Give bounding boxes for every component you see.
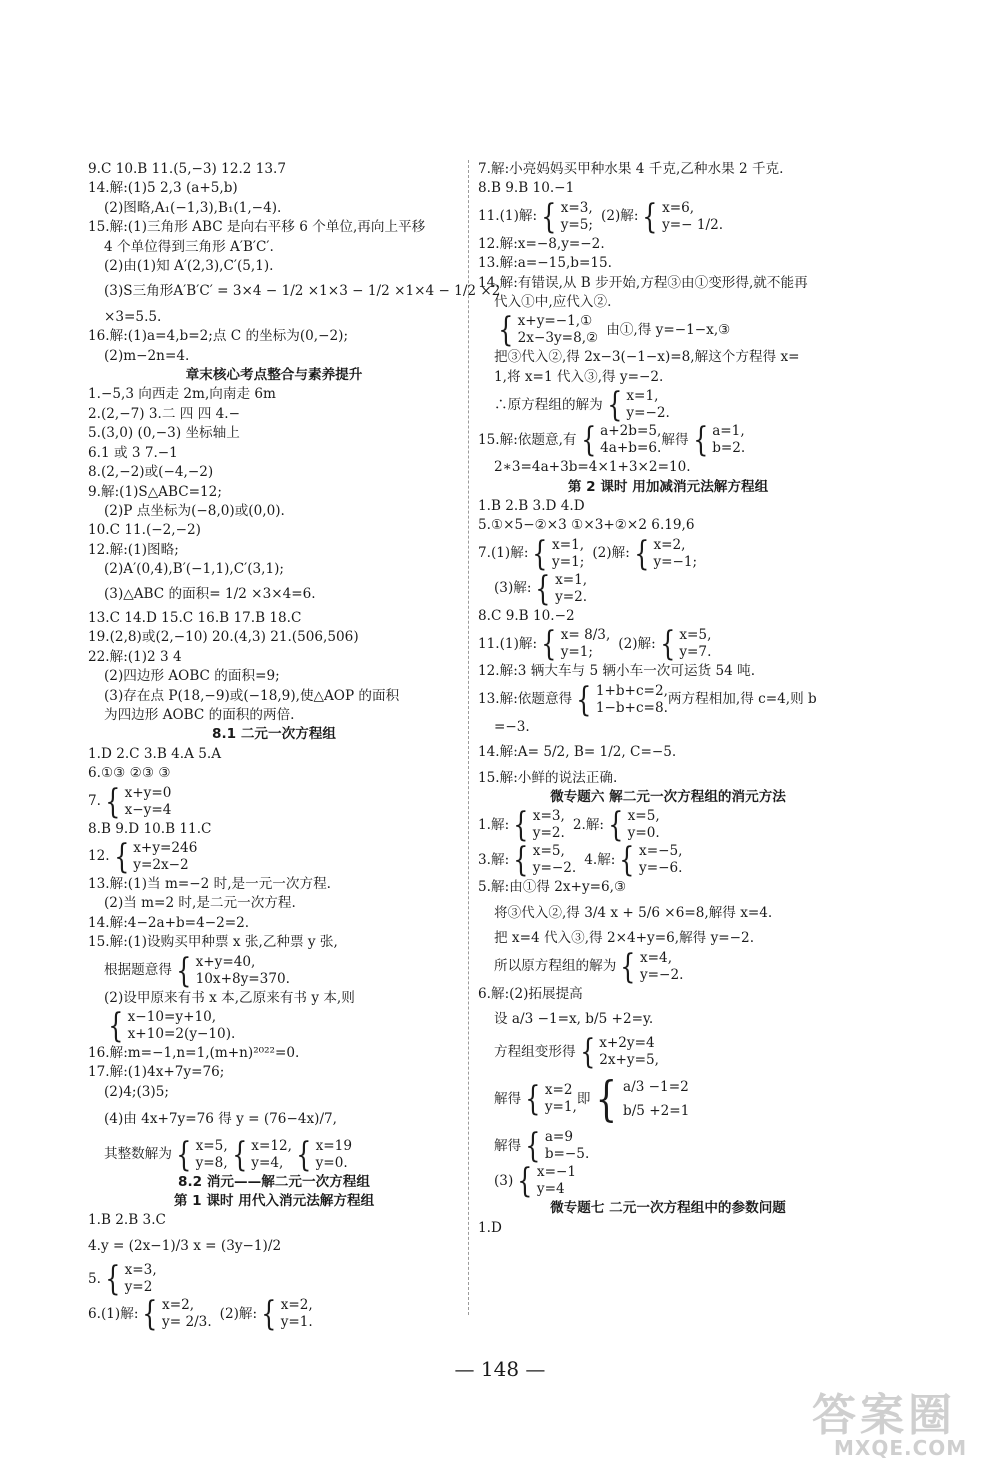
- equation: x=4,: [639, 949, 673, 966]
- brace-icon: {: [642, 196, 658, 237]
- column-divider: [468, 160, 469, 1315]
- equation: a+2b=5,: [600, 423, 662, 440]
- brace-icon: {: [606, 385, 623, 426]
- answer-text: 4.解:: [584, 851, 616, 868]
- equation: y=1;: [560, 644, 594, 661]
- brace-icon: {: [261, 1294, 277, 1335]
- answer-line: 14.解:A= 5/2, B= 1/2, C=−5.: [478, 744, 677, 761]
- answer-line: 19.(2,8)或(2,−10) 20.(4,3) 21.(506,506): [88, 629, 359, 646]
- equation-system: [478, 196, 858, 237]
- equation: y=1.: [280, 1314, 313, 1331]
- brace-icon: {: [596, 1071, 618, 1128]
- answer-line: 4 个单位得到三角形 A′B′C′.: [104, 238, 274, 255]
- answer-text: (2)解:: [592, 545, 630, 562]
- equation-system: [478, 310, 858, 351]
- equation: x+10=2(y−10).: [127, 1026, 236, 1043]
- answer-line: 将③代入②,得 3/4 x + 5/6 ×6=8,解得 x=4.: [494, 904, 773, 921]
- section-heading: 第 1 课时 用代入消元法解方程组: [173, 1193, 375, 1210]
- watermark-logo: [812, 1392, 982, 1460]
- equation-system: [88, 1006, 460, 1047]
- brace-icon: {: [105, 1259, 121, 1300]
- answer-text: 方程组变形得: [494, 1043, 576, 1060]
- answer-text: ∴原方程组的解为: [494, 396, 603, 413]
- answer-line: 8.(2,−2)或(−4,−2): [88, 464, 214, 481]
- answer-line: (2)A′(0,4),B′(−1,1),C′(3,1);: [104, 561, 285, 578]
- equation: y=2: [124, 1279, 153, 1296]
- equation-system: [478, 385, 858, 426]
- equation: x=5,: [627, 808, 660, 825]
- equation-system: [478, 1032, 858, 1073]
- equation-system: 12. { x+y=246 y=2x−2: [88, 837, 198, 877]
- equation: x=1,: [552, 536, 585, 553]
- answer-text: 其整数解为: [104, 1145, 172, 1162]
- answer-line: 12.解:x=−8,y=−2.: [478, 235, 605, 252]
- answer-line: 1.−5,3 向西走 2m,向南走 6m: [88, 386, 276, 403]
- equation: x−10=y+10,: [127, 1009, 217, 1026]
- brace-icon: {: [498, 310, 514, 351]
- answer-line: 13.解:(1)当 m=−2 时,是一元一次方程.: [88, 876, 331, 892]
- answer-line: (2)当 m=2 时,是二元一次方程.: [104, 895, 296, 912]
- answer-line: ×3=5.5.: [104, 308, 162, 325]
- equation: b=−5.: [544, 1146, 590, 1163]
- equation: x=6,: [662, 199, 695, 216]
- brace-icon: {: [608, 805, 624, 846]
- equation: y=7.: [679, 644, 712, 661]
- answer-text: (2)解:: [618, 635, 656, 652]
- answer-text: 解得: [661, 431, 689, 448]
- brace-icon: {: [525, 1079, 541, 1120]
- equation: y=2.: [555, 588, 588, 605]
- equation-system: [478, 1161, 858, 1202]
- answer-text: (2)解:: [219, 1305, 258, 1322]
- equation: y=−2.: [639, 966, 684, 983]
- answer-line: 22.解:(1)2 3 4: [88, 648, 182, 665]
- brace-icon: {: [541, 624, 557, 665]
- answer-line: 为四边形 AOBC 的面积的两倍.: [104, 706, 295, 723]
- equation: x=2,: [280, 1297, 313, 1314]
- section-heading: 微专题六 解二元一次方程组的消元方法: [550, 788, 786, 805]
- answer-line: 6.解:(2)拓展提高: [478, 985, 583, 1002]
- answer-line: 9.C 10.B 11.(5,−3) 12.2 13.7: [88, 161, 287, 177]
- answer-line: (2)设甲原来有书 x 本,乙原来有书 y 本,则: [104, 989, 355, 1006]
- brace-icon: {: [231, 1134, 248, 1175]
- equation: x=5,: [195, 1137, 228, 1154]
- equation-system: [478, 679, 858, 720]
- answer-line: 8.B 9.B 10.−1: [478, 180, 575, 197]
- equation: y=−6.: [639, 860, 683, 877]
- equation: y=−2.: [626, 405, 670, 422]
- brace-icon: {: [576, 679, 592, 720]
- brace-icon: {: [579, 1032, 595, 1073]
- equation: 4a+b=6.: [600, 440, 662, 457]
- answer-line: 7.解:小亮妈妈买甲种水果 4 千克,乙种水果 2 千克.: [478, 161, 784, 177]
- answer-line: 4.y = (2x−1)/3 x = (3y−1)/2: [88, 1237, 282, 1254]
- brace-icon: {: [176, 1134, 192, 1175]
- equation: y=0.: [627, 825, 660, 842]
- equation: x=−1: [536, 1164, 577, 1181]
- answer-line: (3)△ABC 的面积= 1/2 ×3×4=6.: [104, 585, 316, 602]
- equation-system: [478, 805, 858, 846]
- equation-system: 5. { x=3, y=2: [88, 1259, 157, 1300]
- equation: y=−2.: [532, 860, 577, 877]
- watermark-text: 答案圈: [812, 1390, 956, 1441]
- equation-system: [88, 1134, 460, 1175]
- equation: y=− 1/2.: [662, 216, 724, 233]
- answer-line: 13.C 14.D 15.C 16.B 17.B 18.C: [88, 609, 302, 626]
- equation: 1+b+c=2,: [595, 682, 668, 699]
- brace-icon: {: [525, 1126, 541, 1167]
- answer-text: 2.解:: [572, 816, 604, 833]
- brace-icon: {: [619, 840, 635, 881]
- brace-icon: {: [634, 533, 650, 574]
- equation: 2x+y=5,: [599, 1052, 659, 1069]
- answer-line: 把 x=4 代入③,得 2×4+y=6,解得 y=−2.: [494, 930, 755, 947]
- equation-system: [478, 1071, 858, 1128]
- answer-line: 13.解:a=−15,b=15.: [478, 255, 613, 272]
- answer-text: (3): [494, 1172, 514, 1189]
- equation: y=−1;: [653, 553, 698, 570]
- equation: x=1,: [555, 571, 588, 588]
- answer-text: 解得: [494, 1090, 522, 1107]
- answer-line: =−3.: [494, 718, 530, 735]
- brace-icon: {: [108, 1006, 124, 1047]
- answer-line: 1.B 2.B 3.D 4.D: [478, 498, 585, 515]
- equation: x=2,: [653, 536, 686, 553]
- equation: x=2,: [162, 1297, 195, 1314]
- equation-system: 7. { x+y=0 x−y=4: [88, 781, 172, 822]
- equation: x=19: [315, 1137, 352, 1154]
- answer-text: 1.解:: [478, 816, 510, 833]
- answer-text: (2)解:: [601, 208, 639, 225]
- equation: a=1,: [712, 423, 745, 440]
- watermark-url: MXQE.COM: [834, 1436, 968, 1460]
- answer-line: 5.解:由①得 2x+y=6,③: [478, 879, 627, 896]
- equation: y=1,: [544, 1099, 577, 1116]
- answer-text: 6.(1)解:: [88, 1305, 139, 1322]
- brace-icon: {: [513, 805, 529, 846]
- answer-line: 16.解:(1)a=4,b=2;点 C 的坐标为(0,−2);: [88, 328, 349, 345]
- answer-line: (4)由 4x+7y=76 得 y = (76−4x)/7,: [104, 1111, 337, 1128]
- section-heading: 8.2 消元——解二元一次方程组: [178, 1173, 370, 1190]
- answer-text: 解得: [494, 1137, 522, 1154]
- equation: x=5,: [679, 627, 712, 644]
- equation-system: [478, 533, 858, 574]
- answer-line: 1.D 2.C 3.B 4.A 5.A: [88, 745, 222, 762]
- equation-system: [88, 1294, 460, 1335]
- section-heading: 章末核心考点整合与素养提升: [185, 367, 363, 384]
- answer-line: (2)P 点坐标为(−8,0)或(0,0).: [104, 502, 285, 519]
- answer-text: 3.解:: [478, 851, 510, 868]
- answer-text: 11.(1)解:: [478, 208, 538, 225]
- equation-system: [478, 568, 858, 609]
- equation: x=1,: [626, 388, 659, 405]
- equation: x+2y=4: [599, 1035, 655, 1052]
- answer-line: 5.(3,0) (0,−3) 坐标轴上: [88, 425, 240, 442]
- answer-line: 16.解:m=−1,n=1,(m+n)²⁰²²=0.: [88, 1045, 300, 1062]
- answer-line: 17.解:(1)4x+7y=76;: [88, 1064, 225, 1081]
- brace-icon: {: [532, 533, 548, 574]
- answer-text: 所以原方程组的解为: [494, 957, 617, 974]
- brace-icon: {: [541, 196, 557, 237]
- answer-line: 设 a/3 −1=x, b/5 +2=y.: [494, 1010, 654, 1027]
- brace-icon: {: [535, 568, 551, 609]
- answer-line: 2∗3=4a+3b=4×1+3×2=10.: [494, 459, 691, 476]
- answer-line: 6.①③ ②③ ③: [88, 765, 171, 782]
- answer-line: 1.D: [478, 1219, 502, 1236]
- section-heading: 8.1 二元一次方程组: [212, 726, 336, 743]
- answer-text: (3)解:: [494, 580, 532, 597]
- equation: x=3,: [532, 808, 565, 825]
- equation: 10x+8y=370.: [195, 970, 290, 987]
- equation: b/5 +2=1: [623, 1103, 690, 1120]
- answer-text: 根据题意得: [104, 961, 172, 978]
- answer-line: 9.解:(1)S△ABC=12;: [88, 483, 222, 500]
- equation-system: [478, 624, 858, 665]
- answer-line: 1,将 x=1 代入③,得 y=−2.: [494, 368, 664, 385]
- brace-icon: {: [517, 1161, 533, 1202]
- answer-line: (2)m−2n=4.: [104, 347, 190, 364]
- left-column: [88, 160, 501, 1335]
- section-heading: 微专题七 二元一次方程组中的参数问题: [550, 1200, 786, 1217]
- equation-system: [478, 1126, 858, 1167]
- equation: x+y=0: [124, 784, 172, 801]
- answer-line: 14.解:(1)5 2,3 (a+5,b): [88, 180, 238, 197]
- answer-line: (2)图略,A₁(−1,3),B₁(1,−4).: [104, 199, 282, 216]
- equation: x=3,: [124, 1262, 157, 1279]
- equation: x+y=40,: [195, 953, 256, 970]
- equation-system: [478, 840, 858, 881]
- equation: a/3 −1=2: [623, 1079, 689, 1096]
- answer-line: 15.解:(1)三角形 ABC 是向右平移 6 个单位,再向上平移: [88, 219, 426, 236]
- equation: x=5,: [532, 843, 565, 860]
- answer-line: 8.C 9.B 10.−2: [478, 607, 575, 624]
- equation: y=0.: [315, 1154, 348, 1171]
- answer-line: 1.B 2.B 3.C: [88, 1212, 166, 1229]
- equation-system: [88, 950, 460, 991]
- equation: y=8,: [195, 1154, 228, 1171]
- answer-text: 15.解:依题意,有: [478, 431, 577, 448]
- equation: x+y=−1,①: [517, 313, 593, 330]
- answer-text: 13.解:依题意得: [478, 690, 573, 707]
- equation: x−y=4: [124, 801, 172, 818]
- answer-line: 15.解:(1)设购买甲种票 x 张,乙种票 y 张,: [88, 934, 338, 951]
- equation: y=2.: [532, 825, 565, 842]
- equation-system: [478, 946, 858, 987]
- brace-icon: {: [659, 624, 676, 665]
- answer-line: 5.①×5−②×3 ①×3+②×2 6.19,6: [478, 517, 695, 534]
- answer-line: (3)S三角形A′B′C′ = 3×4 − 1/2 ×1×3 − 1/2 ×1×4 − 1/2 ×2: [104, 283, 501, 300]
- equation: y=5;: [560, 216, 594, 233]
- answer-line: 代入①中,应代入②.: [494, 294, 612, 311]
- equation: y=4,: [251, 1154, 284, 1171]
- equation: y=4: [536, 1181, 565, 1198]
- answer-line: 把③代入②,得 2x−3(−1−x)=8,解这个方程得 x=: [494, 349, 800, 366]
- answer-line: 15.解:小鲜的说法正确.: [478, 769, 618, 786]
- answer-line: 6.1 或 3 7.−1: [88, 444, 178, 461]
- answer-text: 两方程相加,得 c=4,则 b: [667, 690, 817, 707]
- answer-line: (2)四边形 AOBC 的面积=9;: [104, 668, 280, 685]
- equation: x=−5,: [639, 843, 683, 860]
- equation: y=1;: [552, 553, 585, 570]
- equation: x=2: [544, 1082, 573, 1099]
- answer-line: 8.B 9.D 10.B 11.C: [88, 820, 212, 837]
- answer-line: 14.解:有错误,从 B 步开始,方程③由①变形得,就不能再: [478, 274, 808, 291]
- answer-text: 由①,得 y=−1−x,③: [606, 321, 731, 338]
- answer-line: (2)由(1)知 A′(2,3),C′(5,1).: [104, 258, 274, 275]
- equation: b=2.: [712, 440, 746, 457]
- brace-icon: {: [620, 946, 636, 987]
- brace-icon: {: [296, 1134, 312, 1175]
- equation: 1−b+c=8.: [595, 699, 668, 716]
- answer-line: 14.解:4−2a+b=4−2=2.: [88, 914, 250, 931]
- equation: x+y=246: [133, 840, 198, 856]
- answer-line: 12.解:3 辆大车与 5 辆小车一次可运货 54 吨.: [478, 663, 756, 680]
- answer-line: (2)4;(3)5;: [104, 1083, 169, 1100]
- equation: 2x−3y=8,②: [517, 330, 599, 347]
- answer-text: 11.(1)解:: [478, 635, 538, 652]
- section-heading: 第 2 课时 用加减消元法解方程组: [567, 478, 769, 495]
- brace-icon: {: [513, 840, 529, 881]
- answer-text: 7.(1)解:: [478, 545, 529, 562]
- brace-icon: {: [113, 837, 130, 877]
- page-number: — 148 —: [454, 1357, 546, 1381]
- brace-icon: {: [142, 1294, 158, 1335]
- brace-icon: {: [176, 950, 192, 991]
- brace-icon: {: [105, 781, 121, 822]
- brace-icon: {: [580, 420, 596, 461]
- brace-icon: {: [692, 420, 708, 461]
- equation: y=2x−2: [133, 857, 189, 873]
- equation: y= 2/3.: [162, 1314, 212, 1331]
- answer-line: (3)存在点 P(18,−9)或(−18,9),使△AOP 的面积: [104, 687, 400, 704]
- answer-line: 2.(2,−7) 3.二 四 四 4.−: [88, 405, 240, 422]
- equation: x= 8/3,: [560, 627, 611, 644]
- right-column: [478, 160, 858, 1238]
- answer-text: 即: [576, 1090, 591, 1107]
- answer-line: 12.解:(1)图略;: [88, 541, 179, 558]
- equation-system: [478, 420, 858, 461]
- equation: x=12,: [251, 1137, 292, 1154]
- answer-line: 10.C 11.(−2,−2): [88, 522, 201, 539]
- equation: x=3,: [560, 199, 593, 216]
- equation: a=9: [544, 1129, 573, 1146]
